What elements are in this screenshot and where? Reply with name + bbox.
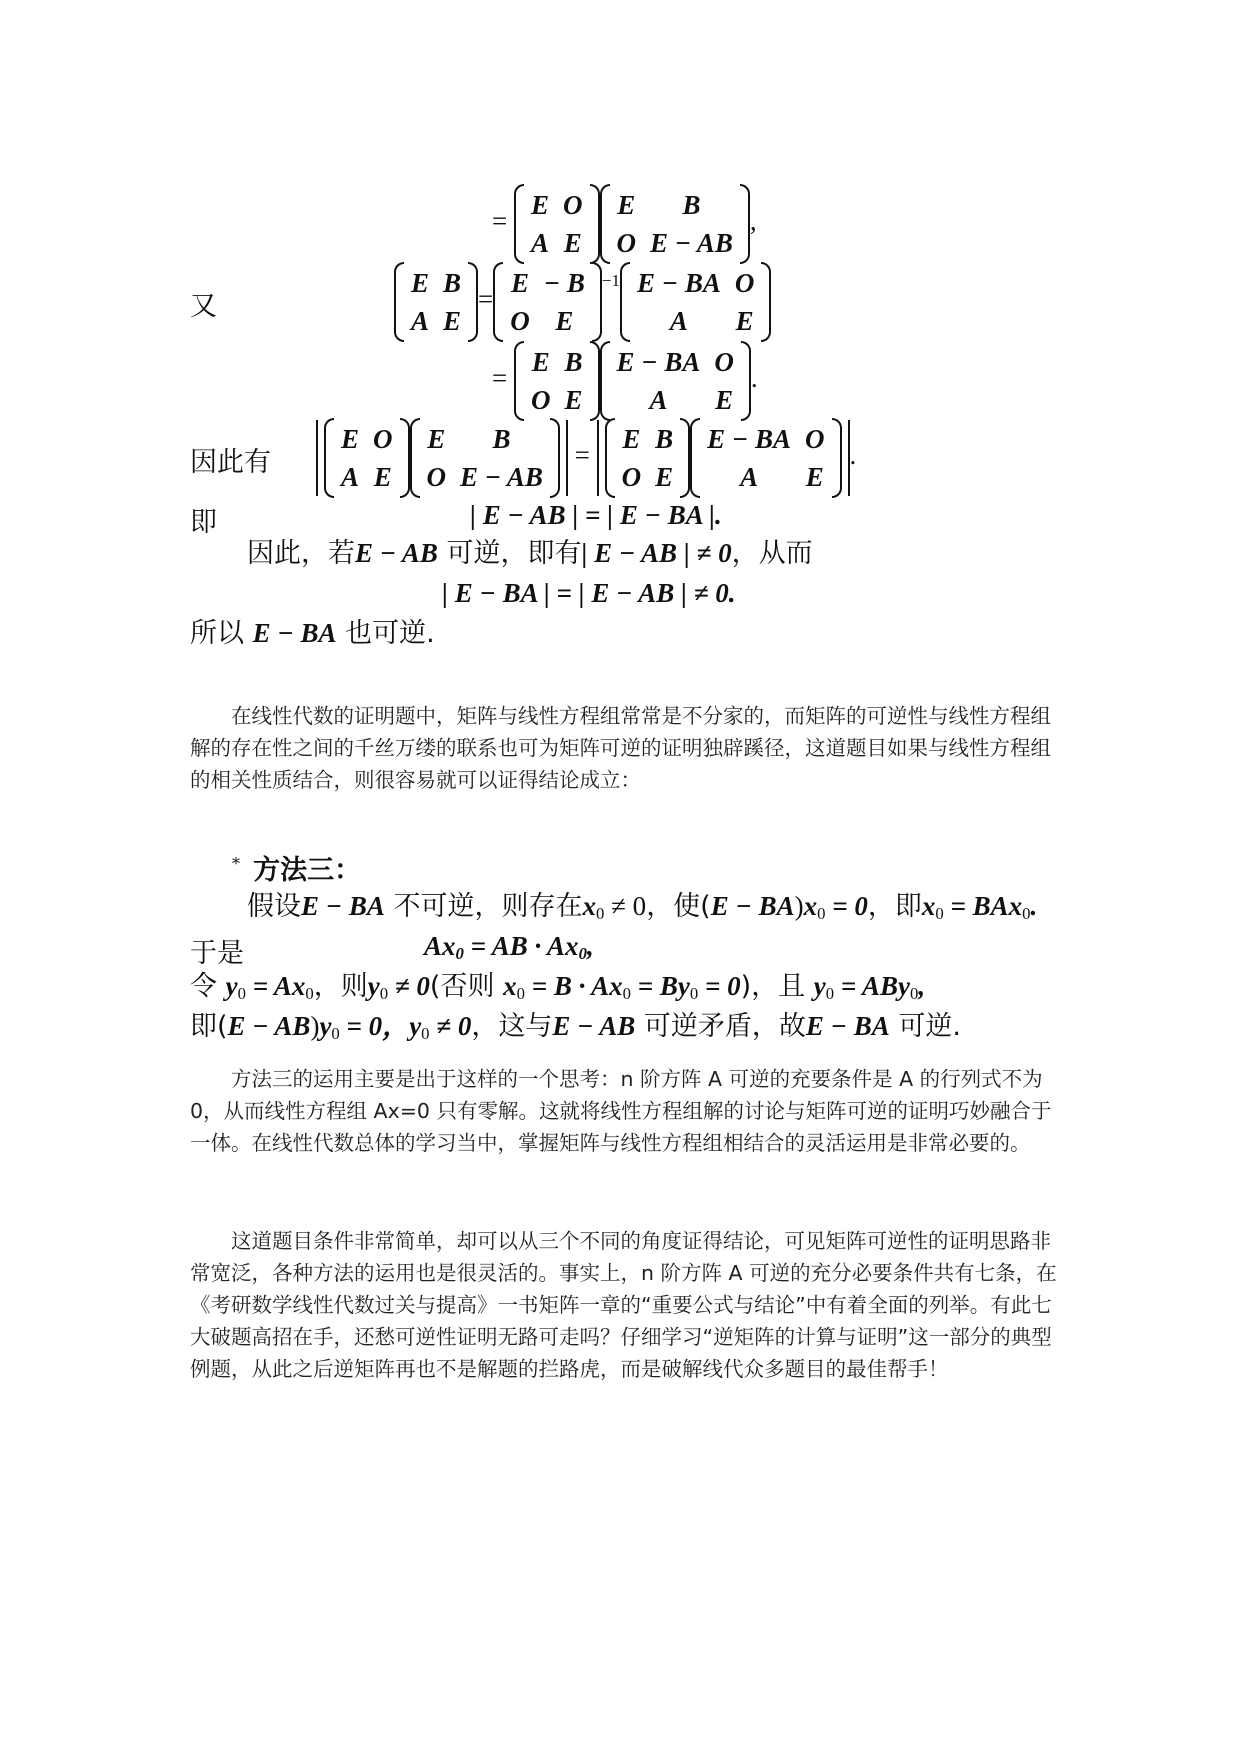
matrix-cell: E xyxy=(373,462,392,492)
matrix-cell: E xyxy=(563,228,582,258)
matrix-cell: E xyxy=(555,306,574,336)
left-paren xyxy=(690,418,700,498)
matrix-cell: A xyxy=(530,228,549,258)
equation-4: E O A E E B O E − AB = E B O E E − BA O A E . xyxy=(316,420,856,496)
matrix-cell: E xyxy=(715,385,734,415)
matrix-cell: B xyxy=(443,268,462,298)
matrix-grid xyxy=(610,186,740,262)
matrix-cell: O xyxy=(805,424,825,454)
equation-1: = E O A E E B O E − AB , xyxy=(492,186,757,262)
matrix-cell: B xyxy=(492,424,511,454)
matrix-cell: O xyxy=(530,385,551,415)
method-3-line-3: 令 $y_0 = Ax_0$，则$y_0 \ne 0$(否则 $x_0 = B \cdot Ax_0 = By_0 = 0$)，且 $y_0 = ABy_0$, xyxy=(190,971,926,1004)
matrix xyxy=(620,264,771,340)
left-paren xyxy=(600,341,610,421)
matrix-grid xyxy=(404,264,468,340)
matrix-cell: O xyxy=(734,268,755,298)
matrix-cell: O xyxy=(621,462,642,492)
label-yushi: 于是 xyxy=(190,938,244,969)
matrix-grid xyxy=(615,420,681,496)
matrix-cell: E − AB xyxy=(650,228,733,258)
equation-3: = E B O E E − BA O A E . xyxy=(492,343,758,419)
matrix-cell: E xyxy=(617,190,636,220)
left-paren xyxy=(394,262,404,342)
matrix-grid xyxy=(610,343,741,419)
equation-7: | E − BA | = | E − AB | ≠ 0. xyxy=(442,578,736,608)
matrix-cell: A xyxy=(411,306,430,336)
matrix-cell: O xyxy=(426,462,447,492)
label-yinciyou: 因此有 xyxy=(190,447,271,478)
matrix xyxy=(394,264,478,340)
matrix-grid xyxy=(524,186,590,262)
method-3-heading xyxy=(232,848,361,887)
matrix xyxy=(600,186,750,262)
left-paren xyxy=(410,418,420,498)
left-paren xyxy=(605,418,615,498)
label-you: 又 xyxy=(190,291,217,322)
right-paren xyxy=(680,418,690,498)
matrix-grid xyxy=(524,343,590,419)
matrix-cell: E xyxy=(655,462,674,492)
matrix xyxy=(690,420,841,496)
matrix-cell: O xyxy=(510,306,530,336)
equation-5: | E − AB | = | E − BA |. xyxy=(470,500,722,530)
method-3-title: 方法三： xyxy=(253,855,362,886)
method-3-line-1: 假设E − BA 不可逆，则存在$x_0 \ne 0$，使$(E - BA)x_0 = 0$，即$x_0 = BAx_0$. xyxy=(247,891,1038,924)
matrix-cell: E xyxy=(564,385,583,415)
matrix-cell: E xyxy=(443,306,462,336)
matrix-cell: A xyxy=(740,462,759,492)
right-paren xyxy=(468,262,478,342)
matrix-cell: E xyxy=(511,268,530,298)
method-3-line-4: 即$(E - AB)y_0 = 0$，$y_0 \ne 0$，这与E − AB 可逆矛盾，故E − BA 可逆. xyxy=(190,1011,961,1044)
matrix-cell: E xyxy=(805,462,824,492)
matrix-cell: B xyxy=(655,424,674,454)
right-paren xyxy=(740,184,750,264)
matrix-cell: E xyxy=(531,347,550,377)
matrix-grid xyxy=(700,420,831,496)
matrix-grid xyxy=(420,420,550,496)
matrix-cell: E xyxy=(341,424,360,454)
matrix xyxy=(514,186,600,262)
matrix-cell: B xyxy=(682,190,701,220)
determinant-left xyxy=(316,420,568,496)
right-paren xyxy=(832,418,842,498)
line-6: 因此，若E − AB 可逆，即有| E − AB | ≠ 0，从而 xyxy=(247,538,813,569)
star-marker: * xyxy=(232,854,240,873)
matrix xyxy=(600,343,751,419)
matrix xyxy=(324,420,410,496)
matrix-grid xyxy=(503,264,592,340)
paragraph-1: 在线性代数的证明题中，矩阵与线性方程组常常是不分家的，而矩阵的可逆性与线性方程组解的存在性之间的千丝万缕的联系也可为矩阵可逆的证明独辟蹊径，这道题目如果与线性方程组的相关性质结合，则很容易就可以证得结论成立： xyxy=(190,704,1051,792)
matrix-cell: O xyxy=(714,347,734,377)
matrix-cell: E − BA xyxy=(616,347,701,377)
matrix-cell: − B xyxy=(543,268,585,298)
paragraph-2: 方法三的运用主要是出于这样的一个思考：n 阶方阵 A 可逆的充要条件是 A 的行列式不为 0，从而线性方程组 Ax=0 只有零解。这就将线性方程组解的讨论与矩阵可逆的证明巧妙融合于一体。在线性代数总体的学习当中，掌握矩阵与线性方程组相结合的灵活运用是非常必要的。 xyxy=(190,1067,1052,1155)
matrix-cell: E xyxy=(530,190,549,220)
matrix-cell: E xyxy=(411,268,430,298)
left-paren xyxy=(493,262,503,342)
matrix-grid xyxy=(630,264,761,340)
right-paren xyxy=(590,184,600,264)
matrix xyxy=(493,264,602,340)
line-8: 所以 E − BA 也可逆. xyxy=(190,618,435,649)
matrix-cell: A xyxy=(669,306,688,336)
left-paren xyxy=(514,184,524,264)
equation-2: E B A E = E − B O E $^{-1}$ E − BA O A E xyxy=(394,264,771,340)
matrix-cell: E xyxy=(735,306,754,336)
matrix-cell: A xyxy=(341,462,360,492)
matrix-cell: E − BA xyxy=(636,268,721,298)
matrix-cell: E xyxy=(622,424,641,454)
matrix xyxy=(514,343,600,419)
matrix-grid xyxy=(334,420,400,496)
matrix xyxy=(410,420,560,496)
left-paren xyxy=(600,184,610,264)
matrix-cell: O xyxy=(373,424,393,454)
matrix-cell: E − AB xyxy=(460,462,543,492)
method-3-line-2: $Ax_0$ = AB · $Ax_0$, xyxy=(424,931,594,964)
left-paren xyxy=(514,341,524,421)
left-paren xyxy=(620,262,630,342)
matrix-cell: E − BA xyxy=(707,424,792,454)
right-paren xyxy=(400,418,410,498)
matrix-cell: O xyxy=(616,228,636,258)
determinant-right xyxy=(597,420,850,496)
paragraph-3: 这道题目条件非常简单，却可以从三个不同的角度证得结论，可见矩阵可逆性的证明思路非常宽泛，各种方法的运用也是很灵活的。事实上，n 阶方阵 A 可逆的充分必要条件共有七条，在《考研数学线性代数过关与提高》一书矩阵一章的“重要公式与结论”中有着全面的列举。有此七大破题高招在手，还愁可逆性证明无路可走吗？仔细学习“逆矩阵的计算与证明”这一部分的典型例题，从此之后逆矩阵再也不是解题的拦路虎，而是破解线代众多题目的最佳帮手！ xyxy=(190,1229,1057,1381)
matrix-cell: A xyxy=(649,385,668,415)
matrix xyxy=(605,420,691,496)
right-paren xyxy=(550,418,560,498)
label-ji: 即 xyxy=(190,507,217,538)
matrix-cell: E xyxy=(427,424,446,454)
matrix-cell: O xyxy=(563,190,583,220)
right-paren xyxy=(761,262,771,342)
right-paren xyxy=(592,262,602,342)
right-paren xyxy=(590,341,600,421)
matrix-cell: B xyxy=(564,347,583,377)
left-paren xyxy=(324,418,334,498)
right-paren xyxy=(741,341,751,421)
